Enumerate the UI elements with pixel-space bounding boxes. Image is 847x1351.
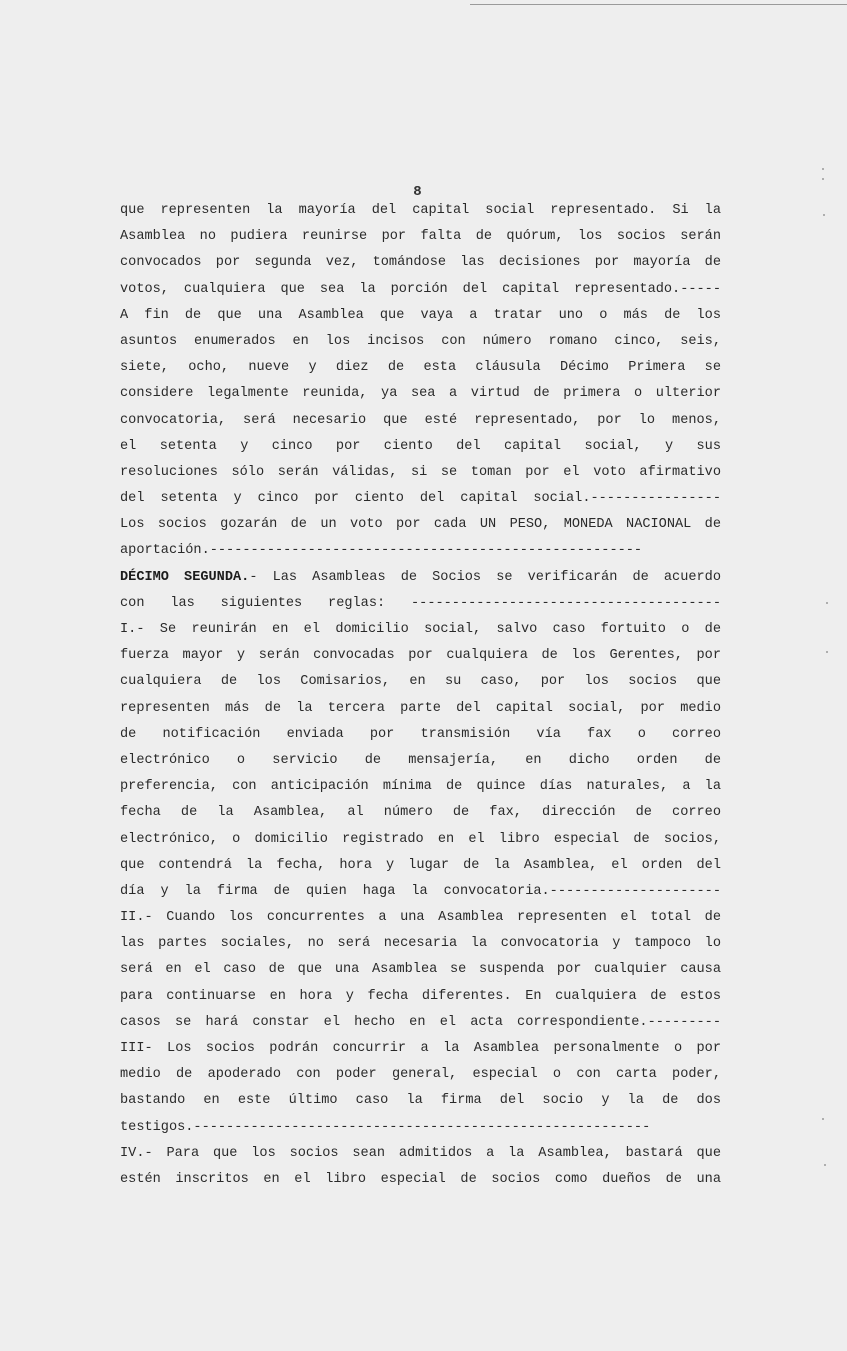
- text-line: [120, 957, 721, 983]
- text-line: [120, 931, 721, 957]
- text-line: [120, 774, 721, 800]
- scan-speck: [822, 1118, 824, 1120]
- line-text: fuerza mayor y serán convocadas por cualquiera de los Gerentes, por: [120, 648, 721, 664]
- text-line: [120, 565, 721, 591]
- line-text: electrónico, o domicilio registrado en el libro especial de socios,: [120, 831, 721, 847]
- text-line: [120, 669, 721, 695]
- text-line: [120, 408, 721, 434]
- line-text: que representen la mayoría del capital social representado. Si la: [120, 203, 721, 218]
- text-line: [120, 381, 721, 407]
- page-number: 8: [413, 184, 422, 200]
- line-text: con las siguientes reglas: --------------------------------------: [120, 595, 721, 611]
- line-text: testigos.--------------------------------------------------------: [120, 1119, 651, 1135]
- text-line: [120, 722, 721, 748]
- line-text: será en el caso de que una Asamblea se suspenda por cualquier causa: [120, 962, 721, 978]
- line-text: preferencia, con anticipación mínima de quince días naturales, a la: [120, 779, 721, 795]
- scan-top-rule: [470, 4, 847, 5]
- text-line: [120, 198, 721, 224]
- text-line: [120, 224, 721, 250]
- line-text: siete, ocho, nueve y diez de esta cláusula Décimo Primera se: [120, 360, 721, 376]
- line-text: Asamblea no pudiera reunirse por falta de quórum, los socios serán: [120, 229, 721, 245]
- document-body: [120, 198, 721, 1193]
- line-text: de notificación enviada por transmisión vía fax o correo: [120, 726, 721, 742]
- text-line: [120, 1036, 721, 1062]
- scan-speck: [822, 168, 824, 170]
- line-text: del setenta y cinco por ciento del capital social.----------------: [120, 491, 721, 507]
- text-line: [120, 355, 721, 381]
- line-text: I.- Se reunirán en el domicilio social, salvo caso fortuito o de: [120, 622, 721, 637]
- text-line: [120, 1010, 721, 1036]
- text-line: [120, 748, 721, 774]
- text-line: [120, 696, 721, 722]
- line-text: el setenta y cinco por ciento del capital social, y sus: [120, 438, 721, 454]
- text-line: [120, 879, 721, 905]
- line-text: - Las Asambleas de Socios se verificarán de acuerdo: [249, 569, 721, 585]
- text-line: [120, 1115, 721, 1141]
- line-text: aportación.-----------------------------------------------------: [120, 543, 643, 559]
- line-text: considere legalmente reunida, ya sea a virtud de primera o ulterior: [120, 386, 721, 402]
- text-line: [120, 800, 721, 826]
- line-text: IV.- Para que los socios sean admitidos a la Asamblea, bastará que: [120, 1145, 721, 1161]
- text-line: [120, 1141, 721, 1167]
- line-text: cualquiera de los Comisarios, en su caso, por los socios que: [120, 674, 721, 690]
- text-line: [120, 329, 721, 355]
- line-text: estén inscritos en el libro especial de socios como dueños de una: [120, 1171, 721, 1187]
- scan-speck: [824, 1164, 826, 1166]
- clause-heading: DÉCIMO SEGUNDA.: [120, 569, 250, 585]
- line-text: medio de apoderado con poder general, especial o con carta poder,: [120, 1067, 721, 1083]
- line-text: que contendrá la fecha, hora y lugar de la Asamblea, el orden del: [120, 857, 721, 873]
- text-line: [120, 486, 721, 512]
- text-line: [120, 591, 721, 617]
- text-line: [120, 984, 721, 1010]
- text-line: [120, 277, 721, 303]
- line-text: resoluciones sólo serán válidas, si se toman por el voto afirmativo: [120, 464, 721, 480]
- text-line: [120, 1062, 721, 1088]
- scan-speck: [826, 602, 828, 604]
- line-text: electrónico o servicio de mensajería, en dicho orden de: [120, 752, 721, 768]
- line-text: para continuarse en hora y fecha diferentes. En cualquiera de estos: [120, 988, 721, 1004]
- line-text: II.- Cuando los concurrentes a una Asamblea representen el total de: [120, 910, 721, 926]
- text-line: [120, 434, 721, 460]
- line-text: fecha de la Asamblea, al número de fax, dirección de correo: [120, 805, 721, 821]
- line-text: III- Los socios podrán concurrir a la Asamblea personalmente o por: [120, 1041, 721, 1056]
- text-line: [120, 1088, 721, 1114]
- line-text: día y la firma de quien haga la convocatoria.---------------------: [120, 883, 721, 899]
- line-text: A fin de que una Asamblea que vaya a tratar uno o más de los: [120, 307, 721, 323]
- line-text: convocatoria, será necesario que esté representado, por lo menos,: [120, 412, 721, 428]
- scan-speck: [826, 651, 828, 653]
- scan-speck: [822, 178, 824, 180]
- text-line: [120, 538, 721, 564]
- line-text: convocados por segunda vez, tomándose las decisiones por mayoría de: [120, 255, 721, 271]
- text-line: [120, 643, 721, 669]
- text-line: [120, 827, 721, 853]
- line-text: bastando en este último caso la firma del socio y la de dos: [120, 1093, 721, 1109]
- text-line: [120, 905, 721, 931]
- line-text: asuntos enumerados en los incisos con número romano cinco, seis,: [120, 333, 721, 349]
- text-line: [120, 853, 721, 879]
- text-line: [120, 512, 721, 538]
- line-text: votos, cualquiera que sea la porción del capital representado.-----: [120, 281, 721, 297]
- text-line: [120, 1167, 721, 1193]
- line-text: representen más de la tercera parte del capital social, por medio: [120, 700, 721, 716]
- line-text: casos se hará constar el hecho en el acta correspondiente.---------: [120, 1014, 721, 1030]
- text-line: [120, 617, 721, 643]
- text-line: [120, 250, 721, 276]
- scan-speck: [823, 214, 825, 216]
- text-line: [120, 303, 721, 329]
- text-line: [120, 460, 721, 486]
- line-text: Los socios gozarán de un voto por cada UN PESO, MONEDA NACIONAL de: [120, 517, 721, 533]
- line-text: las partes sociales, no será necesaria la convocatoria y tampoco lo: [120, 936, 721, 952]
